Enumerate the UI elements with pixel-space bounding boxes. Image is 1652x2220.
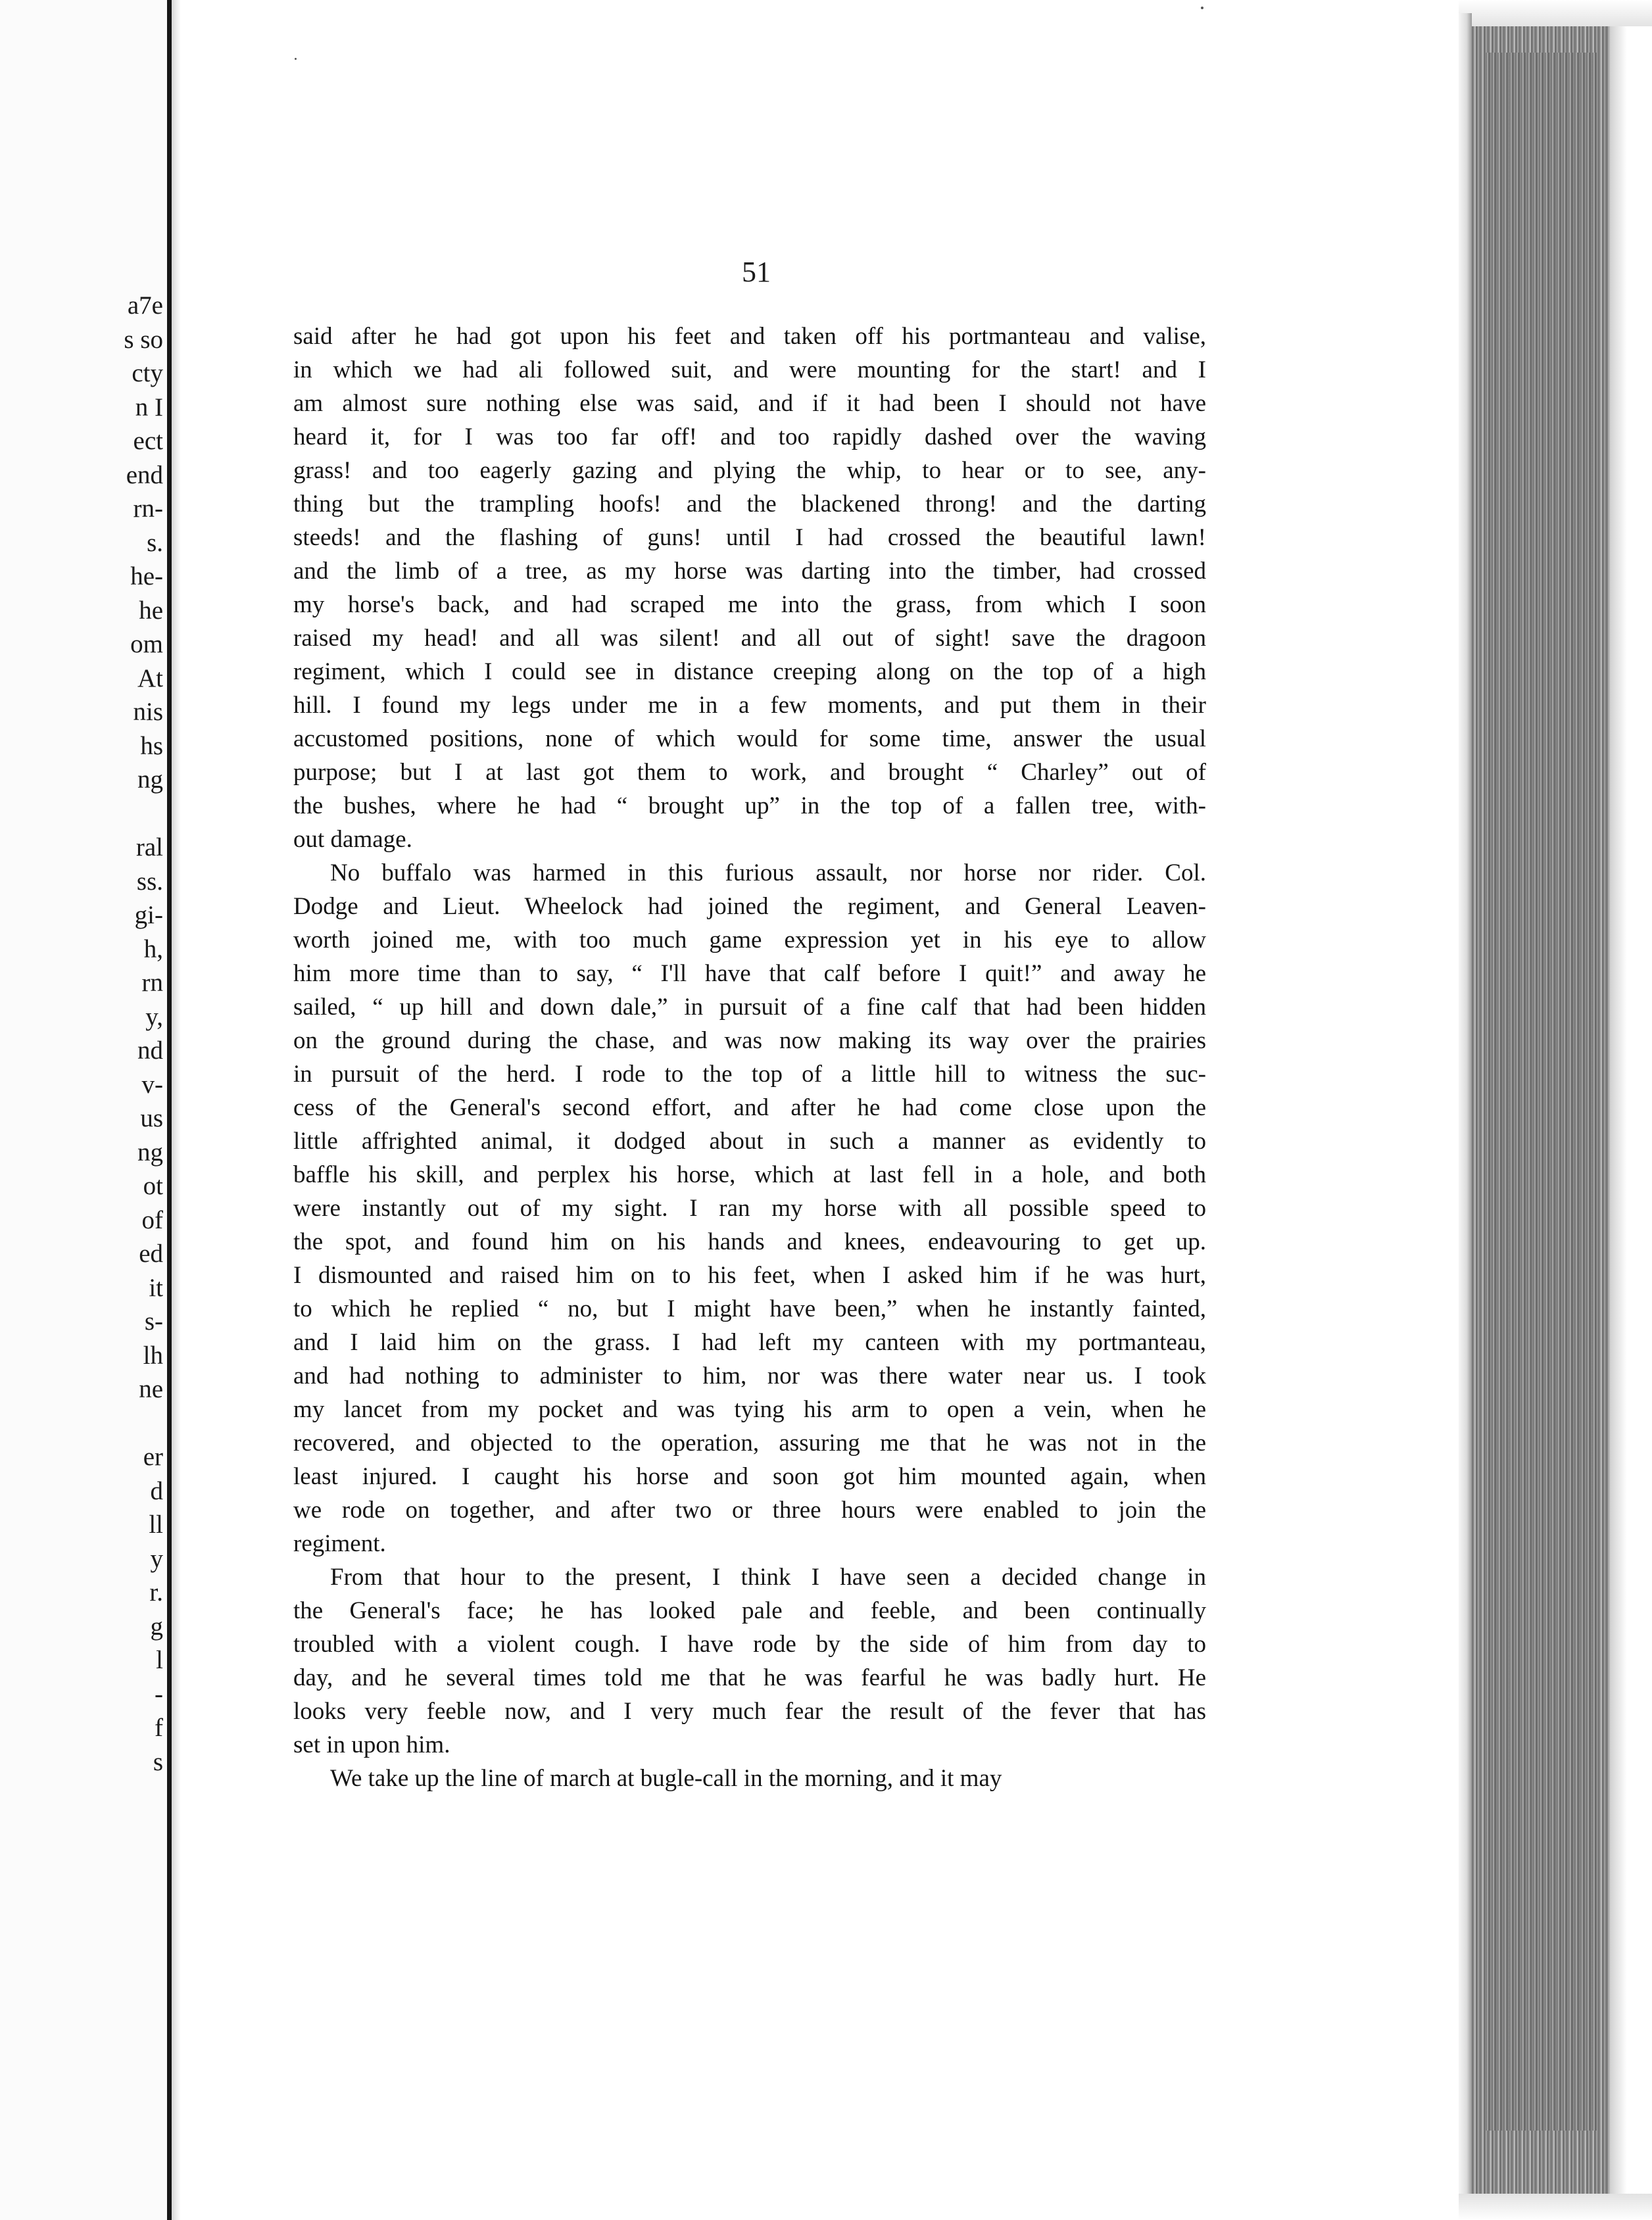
previous-page-fragment: g <box>150 1612 163 1641</box>
edge-inner <box>1485 53 1597 2131</box>
text-line: purpose; but I at last got them to work, and brought “ Charley” out of <box>293 759 1206 786</box>
edge-bottom <box>1459 2194 1652 2220</box>
text-line: day, and he several times told me that he was fearful he was badly hurt. He <box>293 1664 1206 1691</box>
previous-page-fragment: s- <box>144 1307 163 1336</box>
text-line: least injured. I caught his horse and soon got him mounted again, when <box>293 1463 1206 1490</box>
text-line: we rode on together, and after two or three hours were enabled to join the <box>293 1497 1206 1524</box>
text-line: my horse's back, and had scraped me into the grass, from which I soon <box>293 591 1206 618</box>
text-line: hill. I found my legs under me in a few moments, and put them in their <box>293 692 1206 719</box>
text-line: and I laid him on the grass. I had left my canteen with my portmanteau, <box>293 1329 1206 1356</box>
previous-page-fragment: ng <box>137 1138 163 1167</box>
text-line: accustomed positions, none of which would for some time, answer the usual <box>293 725 1206 752</box>
text-line: From that hour to the present, I think I have seen a decided change in <box>330 1564 1206 1591</box>
previous-page-fragment: gi- <box>134 901 163 929</box>
previous-page-fragment: he <box>139 596 163 625</box>
text-line: to which he replied “ no, but I might have been,” when he instantly fainted, <box>293 1295 1206 1322</box>
book-gutter <box>167 0 172 2220</box>
text-line: baffle his skill, and perplex his horse, which at last fell in a hole, and both <box>293 1161 1206 1188</box>
text-line: We take up the line of march at bugle-call in the morning, and it may <box>330 1765 1002 1792</box>
paper-speck <box>295 58 297 60</box>
previous-page-fragment: he- <box>130 562 163 591</box>
gutter-shadow <box>172 0 181 2220</box>
text-line: raised my head! and all was silent! and all out of sight! save the dragoon <box>293 625 1206 652</box>
text-line: regiment. <box>293 1530 386 1557</box>
previous-page-fragment: - <box>155 1679 163 1708</box>
previous-page-fragment: ss. <box>136 867 163 896</box>
text-line: grass! and too eagerly gazing and plying the whip, to hear or to see, any- <box>293 457 1206 484</box>
previous-page-fragment: cty <box>132 359 163 387</box>
previous-page-fragment: s so <box>124 325 163 354</box>
previous-page-fragment: of <box>141 1205 163 1234</box>
previous-page-fragment: d <box>150 1476 163 1505</box>
body-text <box>293 320 1206 1795</box>
text-line: recovered, and objected to the operation, assuring me that he was not in the <box>293 1430 1206 1457</box>
text-line: regiment, which I could see in distance creeping along on the top of a high <box>293 658 1206 685</box>
previous-page-fragment: end <box>126 460 163 489</box>
text-line: said after he had got upon his feet and taken off his portmanteau and valise, <box>293 323 1206 350</box>
text-line: my lancet from my pocket and was tying his arm to open a vein, when he <box>293 1396 1206 1423</box>
previous-page-fragment: ll <box>149 1510 163 1539</box>
text-line: and had nothing to administer to him, nor was there water near us. I took <box>293 1363 1206 1389</box>
text-line: cess of the General's second effort, and after he had come close upon the <box>293 1094 1206 1121</box>
edge-top <box>1459 0 1652 28</box>
book-page-edges <box>1459 0 1652 2220</box>
text-line: little affrighted animal, it dodged about in such a manner as evidently to <box>293 1128 1206 1155</box>
previous-page-fragment: rn <box>141 969 163 997</box>
text-line: the General's face; he has looked pale and feeble, and been continually <box>293 1597 1206 1624</box>
text-line: troubled with a violent cough. I have rode by the side of him from day to <box>293 1631 1206 1658</box>
text-line: out damage. <box>293 826 412 853</box>
previous-page-fragment: ne <box>139 1375 163 1403</box>
text-line: him more time than to say, “ I'll have that calf before I quit!” and away he <box>293 960 1206 987</box>
text-line: I dismounted and raised him on to his feet, when I asked him if he was hurt, <box>293 1262 1206 1289</box>
page-number: 51 <box>742 256 771 288</box>
text-line: the bushes, where he had “ brought up” in the top of a fallen tree, with- <box>293 792 1206 819</box>
previous-page-fragment: nis <box>133 698 163 726</box>
previous-page-fragment: nd <box>137 1036 163 1065</box>
text-line: heard it, for I was too far off! and too rapidly dashed over the waving <box>293 423 1206 450</box>
previous-page-fragment: f <box>155 1714 163 1742</box>
previous-page-fragment: y, <box>145 1002 163 1031</box>
text-line: steeds! and the flashing of guns! until I had crossed the beautiful lawn! <box>293 524 1206 551</box>
text-line: thing but the trampling hoofs! and the blackened throng! and the darting <box>293 491 1206 518</box>
previous-page-fragment: us <box>140 1104 163 1132</box>
previous-page-fragment: s. <box>147 528 163 557</box>
text-line: in which we had ali followed suit, and were mounting for the start! and I <box>293 356 1206 383</box>
text-line: worth joined me, with too much game expression yet in his eye to allow <box>293 927 1206 953</box>
text-line: Dodge and Lieut. Wheelock had joined the regiment, and General Leaven- <box>293 893 1206 920</box>
text-line: in pursuit of the herd. I rode to the top of a little hill to witness the suc- <box>293 1061 1206 1088</box>
text-line: the spot, and found him on his hands and knees, endeavouring to get up. <box>293 1228 1206 1255</box>
previous-page-fragment: h, <box>143 934 163 963</box>
previous-page-fragment: ral <box>135 833 163 861</box>
previous-page-fragment: rn- <box>133 495 163 523</box>
text-line: No buffalo was harmed in this furious assault, nor horse nor rider. Col. <box>330 859 1206 886</box>
previous-page-fragment: l <box>156 1646 163 1674</box>
previous-page-fragment: ot <box>143 1172 163 1200</box>
previous-page-fragment: it <box>149 1273 163 1302</box>
text-line: set in upon him. <box>293 1731 450 1758</box>
previous-page-fragment: r. <box>149 1578 163 1606</box>
previous-page-fragment: y <box>150 1544 163 1573</box>
previous-page-fragment: ect <box>133 427 163 455</box>
previous-page-fragment: v- <box>141 1070 163 1099</box>
previous-page-fragment: a7e <box>127 291 163 320</box>
edge-fore <box>1459 13 1472 2207</box>
text-line: sailed, “ up hill and down dale,” in pursuit of a fine calf that had been hidden <box>293 994 1206 1021</box>
previous-page-fragment: At <box>137 664 163 692</box>
previous-page-fragment: om <box>130 630 163 658</box>
paper-speck <box>1201 7 1203 9</box>
text-line: on the ground during the chase, and was now making its way over the prairies <box>293 1027 1206 1054</box>
previous-page-fragment: er <box>143 1443 163 1471</box>
text-line: were instantly out of my sight. I ran my horse with all possible speed to <box>293 1195 1206 1222</box>
text-line: am almost sure nothing else was said, and if it had been I should not have <box>293 390 1206 417</box>
previous-page-edge <box>0 0 167 2220</box>
previous-page-fragment: lh <box>143 1341 163 1370</box>
previous-page-fragment: ng <box>137 765 163 794</box>
previous-page-fragment: n I <box>135 393 163 422</box>
previous-page-fragment: ed <box>139 1240 163 1268</box>
text-line: and the limb of a tree, as my horse was darting into the timber, had crossed <box>293 558 1206 585</box>
previous-page-fragment: s <box>153 1747 163 1776</box>
previous-page-fragment: hs <box>140 731 163 760</box>
text-line: looks very feeble now, and I very much fear the result of the fever that has <box>293 1698 1206 1725</box>
edge-outer <box>1610 26 1652 2196</box>
